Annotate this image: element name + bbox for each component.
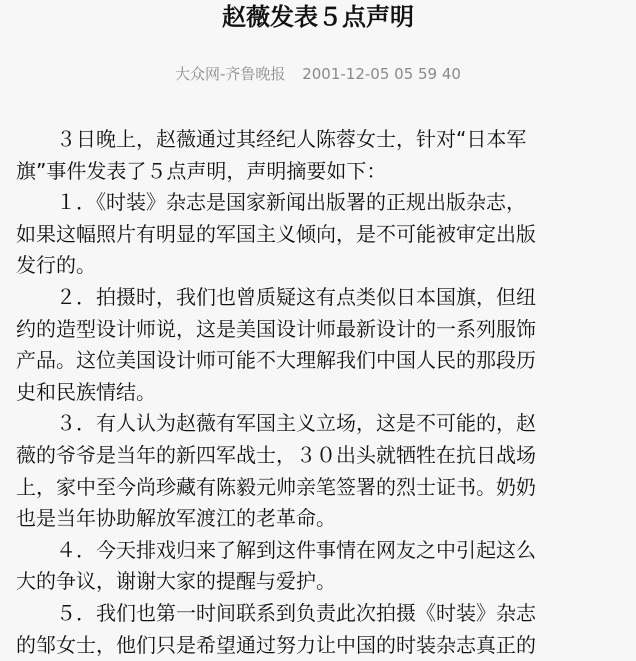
article-source: 大众网-齐鲁晚报 [175,65,285,83]
body-line: 上，家中至今尚珍藏有陈毅元帅亲笔签署的烈士证书。奶奶 [16,472,628,504]
body-line: ３．有人认为赵薇有军国主义立场，这是不可能的，赵 [16,408,628,440]
body-line: 产品。这位美国设计师可能不大理解我们中国人民的那段历 [16,345,628,377]
body-line: ５．我们也第一时间联系到负责此次拍摄《时装》杂志 [16,598,628,630]
body-line: ２．拍摄时，我们也曾质疑这有点类似日本国旗，但纽 [16,282,628,314]
body-line: 旗”事件发表了５点声明，声明摘要如下： [16,156,628,188]
body-line: 也是当年协助解放军渡江的老革命。 [16,503,628,535]
article-title: 赵薇发表５点声明 [0,2,636,32]
body-line: 的邹女士，他们只是希望通过努力让中国的时装杂志真正的 [16,630,628,661]
body-line: 史和民族情结。 [16,377,628,409]
article-datetime: 2001-12-05 05 59 40 [302,65,461,83]
body-line: 薇的爷爷是当年的新四军战士，３０出头就牺牲在抗日战场 [16,440,628,472]
body-line: 大的争议，谢谢大家的提醒与爱护。 [16,566,628,598]
article-body [16,124,628,661]
body-line: 发行的。 [16,250,628,282]
body-line: ３日晚上，赵薇通过其经纪人陈蓉女士，针对“日本军 [16,124,628,156]
article-byline [0,63,636,85]
body-line: ４．今天排戏归来了解到这件事情在网友之中引起这么 [16,535,628,567]
body-line: １．《时装》杂志是国家新闻出版署的正规出版杂志， [16,187,628,219]
body-line: 如果这幅照片有明显的军国主义倾向，是不可能被审定出版 [16,219,628,251]
body-line: 约的造型设计师说，这是美国设计师最新设计的一系列服饰 [16,314,628,346]
